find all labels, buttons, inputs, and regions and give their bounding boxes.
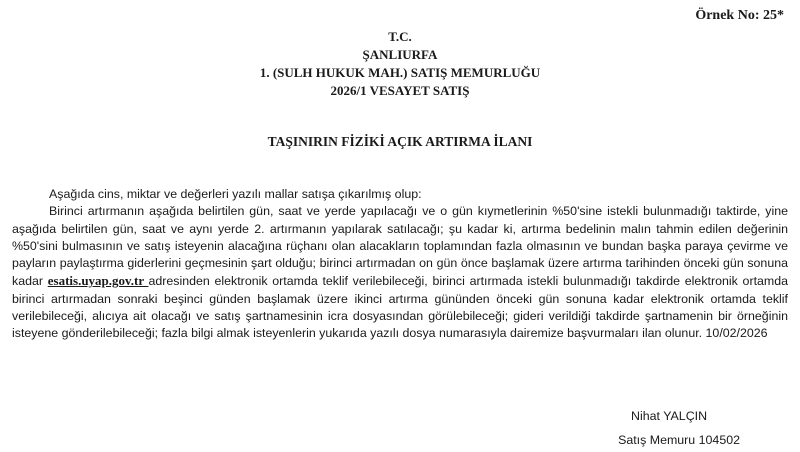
terms-text-before-link: Birinci artırmanın aşağıda belirtilen gün, saat ve yerde yapılacağı ve o gün kıymetlerinin %50'sine istekli bulunmadığı taktirde, yine aşağıda belirtilen gün, saat ve aynı yerde 2. artırmanın yapılarak satılacağı; şu kadar ki, artırma bedelinin malın tahmin edilen değerinin %50'sini bulmasının ve satış isteyenin alacağına rüçhanı olan alacakların toplamından fazla olmasının ve bundan başka paraya çevirme ve payların paylaştırma giderlerini geçmesinin şart olduğu; birinci artırmadan on gün önce başlamak üzere artırma tarihinden önceki gün sonuna kadar (12, 204, 788, 289)
signatory-name: Nihat YALÇIN (631, 409, 708, 423)
notice-title: TAŞINIRIN FİZİKİ AÇIK ARTIRMA İLANI (267, 134, 533, 149)
sample-number: Örnek No: 25* (695, 8, 784, 23)
signatory-role: Satış Memuru 104502 (618, 433, 740, 447)
header-office: 1. (SULH HUKUK MAH.) SATIŞ MEMURLUĞU (259, 65, 541, 80)
signature-block (608, 404, 740, 452)
terms-text-after-link: adresinden elektronik ortamda teklif verilebileceği, birinci artırmada istekli bulunmadığı takdirde elektronik ortamda birinci artırmadan sonraki beşinci günden başlamak üzere ikinci artırma gününden önceki gün sonuna kadar elektronik ortamda teklif verilebileceği, alıcıya ait olacağı ve satış şartnamesinin icra dosyasından görülebileceği; gideri verildiği takdirde şartnamenin bir örneğinin isteyene gönderilebileceği; fazla bilgi almak isteyenlerin yukarıda yazılı dosya numarasıyla dairemize başvurmaları ilan olunur. 10/02/2026 (12, 274, 789, 341)
document-header (0, 28, 800, 100)
header-file-number: 2026/1 VESAYET SATIŞ (330, 83, 470, 98)
notice-body (12, 186, 788, 343)
terms-paragraph (12, 203, 788, 342)
header-country: T.C. (388, 29, 412, 44)
header-city: ŞANLIURFA (362, 47, 438, 62)
esatis-link[interactable]: esatis.uyap.gov.tr (47, 273, 149, 289)
intro-paragraph: Aşağıda cins, miktar ve değerleri yazılı mallar satışa çıkarılmış olup: (49, 187, 422, 201)
